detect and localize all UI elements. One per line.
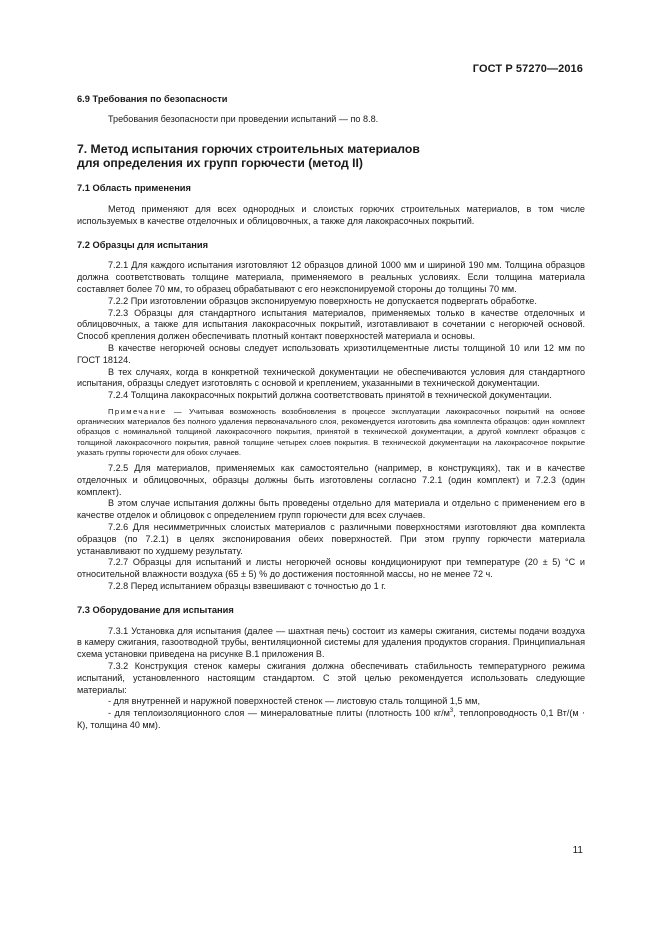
paragraph-7-2-2: 7.2.2 При изготовлении образцов экспонируемую поверхность не допускается подвергать обработке. (108, 295, 537, 306)
section-7-title-line2: для определения их групп горючести (метод II) (77, 156, 363, 171)
paragraph-7-2-5: 7.2.5 Для материалов, применяемых как самостоятельно (например, в конструкциях), так и в качестве отделочных и облицовочных, образцы должны быть изготовлены согласно 7.2.1 (один комплект) и 7.2.3 (один комплект). (77, 462, 585, 497)
document-id: ГОСТ Р 57270—2016 (472, 63, 583, 75)
note-text: Учитывая возможность возобновления в процессе эксплуатации лакокрасочных покрытий на основе органических материалов без полного удаления первоначального слоя, рекомендуется изготовить два комплекта образцов: один комплект образцов с номинальной толщиной лакокрасочного покрытия, принятой в технической документации, а другой комплект образцов с толщиной лакокрасочного покрытия, равной толщине четырех слоев покрытия. В технической документации на лакокрасочное покрытие указать группы горючести для обоих случаев. (77, 406, 585, 457)
note (77, 407, 585, 458)
paragraph-7-2-1: 7.2.1 Для каждого испытания изготовляют 12 образцов длиной 1000 мм и шириной 190 мм. Толщина образцов должна соответствовать толщине материала, применяемого в реальных условиях. Если толщина материала составляет более 70 мм, то образец обрабатывают с его неэкспонируемой стороны до толщины 70 мм. (77, 260, 585, 294)
list-item-insulation: - для теплоизоляционного слоя — минераловатные плиты (плотность 100 $кг/м^3$, теплопроводность 0,1 Вт/(м ⋅ К), толщина 40 мм). (77, 708, 585, 730)
paragraph-base: В качестве негорючей основы следует использовать хризотилцементные листы толщиной 10 или 12 мм по ГОСТ 18124. (77, 342, 585, 365)
section-6-9-title: 6.9 Требования по безопасности (77, 94, 228, 104)
section-7-1-title: 7.1 Область применения (77, 183, 191, 194)
paragraph-7-2-7: 7.2.7 Образцы для испытаний и листы негорючей основы кондиционируют при температуре (20 ± 5) °С и относительной влажности воздуха (65 ± 5) % до достижения постоянной массы, но не менее 72 ч. (77, 557, 585, 580)
section-7-1-text: Метод применяют для всех однородных и слоистых горючих строительных материалов, в том числе используемых в качестве отделочных и облицовочных, а также для лакокрасочных покрытий. (77, 203, 585, 226)
page-content (77, 94, 585, 732)
paragraph-7-3-2: 7.3.2 Конструкция стенок камеры сжигания должна обеспечивать стабильность температурного режима испытаний, установленного настоящим стандартом. С этой целью рекомендуется использовать следующие материалы: (77, 660, 585, 695)
section-6-9-text: Требования безопасности при проведении испытаний — по 8.8. (108, 113, 379, 124)
paragraph-7-2-8: 7.2.8 Перед испытанием образцы взвешивают с точностью до 1 г. (108, 580, 386, 591)
paragraph-separate-testing: В этом случае испытания должны быть проведены отдельно для материала и отдельно с применением его в качестве отделок и облицовок с определением групп горючести для всех случаев. (77, 498, 585, 521)
section-7-2-title: 7.2 Образцы для испытания (77, 239, 209, 250)
section-7-3-title: 7.3 Оборудование для испытания (77, 604, 234, 615)
page-number: 11 (572, 845, 583, 856)
paragraph-7-2-4: 7.2.4 Толщина лакокрасочных покрытий должна соответствовать принятой в технической документации. (108, 390, 552, 401)
paragraph-tech-doc: В тех случаях, когда в конкретной технической документации не обеспечиваются условия для стандартного испытания, образцы следует изготовлять с основой и креплением, указанными в технической документации. (77, 366, 585, 389)
section-7-title-line1: 7. Метод испытания горючих строительных материалов (77, 141, 420, 156)
note-label: Примечание — (108, 406, 183, 416)
paragraph-7-3-1: 7.3.1 Установка для испытания (далее — шахтная печь) состоит из камеры сжигания, системы подачи воздуха в камеру сжигания, газоотводной трубы, вентиляционной системы для удаления продуктов сгорания. Принципиальная схема установки приведена на рисунке В.1 приложения В. (77, 625, 585, 660)
list-item-steel: - для внутренней и наружной поверхностей стенок — листовую сталь толщиной 1,5 мм, (108, 696, 481, 707)
paragraph-7-2-3: 7.2.3 Образцы для стандартного испытания материалов, применяемых только в качестве отделочных и облицовочных, а также для испытания лакокрасочных покрытий, изготавливают в сочетании с негорючей основой. Способ крепления должен обеспечивать плотный контакт поверхностей материала и основы. (77, 307, 585, 342)
paragraph-7-2-6: 7.2.6 Для несимметричных слоистых материалов с различными поверхностями изготовляют два комплекта образцов (по 7.2.1) в целях экспонирования обеих поверхностей. При этом группу горючести материала устанавливают по худшему результату. (77, 521, 585, 556)
